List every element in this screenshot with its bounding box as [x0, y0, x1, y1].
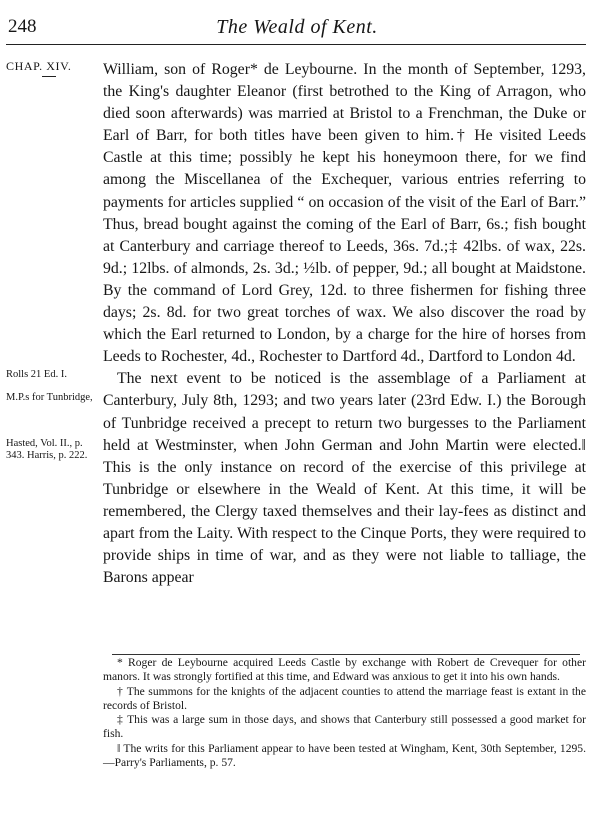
page-header	[6, 16, 588, 42]
page-number: 248	[8, 16, 37, 37]
running-title: The Weald of Kent.	[216, 16, 378, 38]
footnote-rule	[112, 654, 580, 655]
body-paragraph: William, son of Roger* de Leybourne. In the month of September, 1293, the King's daughter Eleanor (first betrothed to the King of Arragon, who died soon afterwards) was married at Bristol to a Frenchman, the Duke or Earl of Barr, for both titles have been given to him.† He visited Leeds Castle at this time; possibly he kept his honeymoon there, for we find among the Miscellanea of the Exchequer, various entries referring to payments for articles supplied “ on occasion of the visit of the Earl of Barr.” Thus, bread bought against the coming of the Earl of Barr, 6s.; fish bought at Canterbury and carriage thereof to Leeds, 36s. 7d.;‡ 42lbs. of wax, 22s. 9d.; 12lbs. of almonds, 2s. 3d.; ½lb. of pepper, 9d.; all bought at Maidstone. By the command of Lord Grey, 12d. to three fishermen for fishing three days; 2s. 8d. for two great torches of wax. We also discover the road by which the Earl returned to London, by a charge for the hire of horses from Leeds to Rochester, 4d., Rochester to Dartford 4d., Dartford to London 4d.	[103, 61, 586, 366]
margin-note-mp: M.P.s for Tunbridge,	[6, 392, 93, 403]
chapter-label: CHAP. XIV.	[6, 59, 72, 73]
chapter-dash	[42, 76, 56, 77]
footnote: † The summons for the knights of the adjacent counties to attend the marriage feast is extant in the records of Bristol.	[103, 684, 586, 712]
footnote: * Roger de Leybourne acquired Leeds Castle by exchange with Robert de Crevequer for other manors. It was strongly fortified at this time, and Edward was anxious to get it into his own hands.	[103, 656, 586, 684]
header-rule	[6, 44, 586, 45]
footnotes	[103, 656, 586, 770]
margin-note-chapter	[6, 60, 98, 72]
margin-note-hasted: Hasted, Vol. II., p. 343. Harris, p. 222.	[6, 438, 88, 461]
body-paragraph: The next event to be noticed is the assemblage of a Parliament at Canterbury, July 8th, 1293; and two years later (23rd Edw. I.) the Borough of Tunbridge received a precept to return two burgesses to the Parliament held at Westminster, when John German and John Martin were elected.‖ This is the only instance on record of the exercise of this privilege at Tunbridge or elsewhere in the Weald of Kent. At this time, it will be remembered, the Clergy taxed themselves and their lay-fees as distinct and apart from the Laity. With respect to the Cinque Ports, they were required to provide ships in time of war, and as they were not liable to talliage, the Barons appear	[103, 370, 586, 587]
margin-note-rolls: Rolls 21 Ed. I.	[6, 369, 67, 380]
footnote: ‖ The writs for this Parliament appear to have been tested at Wingham, Kent, 30th September, 1295.—Parry's Parliaments, p. 57.	[103, 741, 586, 770]
main-text	[103, 59, 586, 589]
footnote: ‡ This was a large sum in those days, and shows that Canterbury still possessed a good market for fish.	[103, 713, 586, 741]
